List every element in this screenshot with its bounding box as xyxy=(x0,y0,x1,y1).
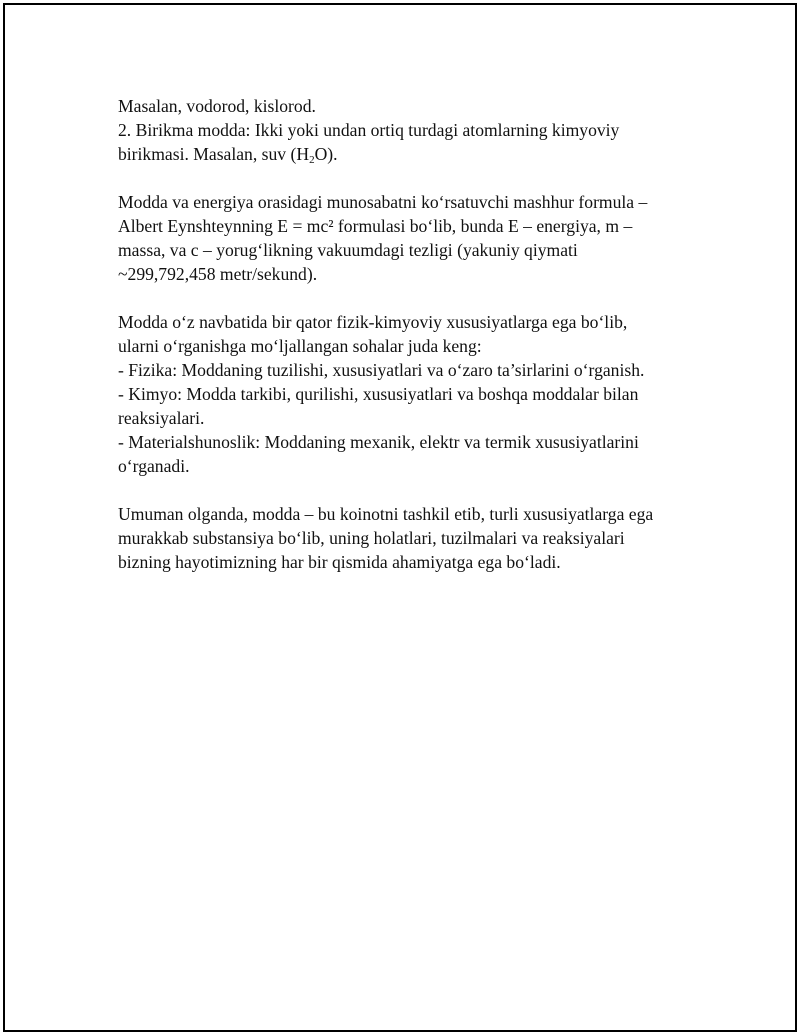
text-line: ~299,792,458 metr/sekund). xyxy=(118,264,318,284)
paragraph-conclusion xyxy=(118,502,708,574)
text-line: massa, va c – yorug‘likning vakuumdagi tezligi (yakuniy qiymati xyxy=(118,240,578,260)
paragraph-spacer xyxy=(118,286,708,310)
paragraph-substance-types xyxy=(118,94,708,166)
text-line: Modda va energiya orasidagi munosabatni ko‘rsatuvchi mashhur formula – xyxy=(118,192,648,212)
text-line: murakkab substansiya bo‘lib, uning holatlari, tuzilmalari va reaksiyalari xyxy=(118,528,625,548)
paragraph-spacer xyxy=(118,166,708,190)
paragraph-spacer xyxy=(118,478,708,502)
water-formula-line xyxy=(118,142,708,166)
document-body xyxy=(118,94,708,574)
text-line: ularni o‘rganishga mo‘ljallangan sohalar juda keng: xyxy=(118,336,482,356)
paragraph-energy-formula xyxy=(118,190,708,286)
formula-text-before: birikmasi. Masalan, suv (H xyxy=(118,144,310,164)
list-item-materials-science: - Materialshunoslik: Moddaning mexanik, elektr va termik xususiyatlarini xyxy=(118,432,639,452)
list-item-chemistry: - Kimyo: Modda tarkibi, qurilishi, xususiyatlari va boshqa moddalar bilan xyxy=(118,384,639,404)
paragraph-fields-of-study xyxy=(118,310,708,478)
text-line: bizning hayotimizning har bir qismida ahamiyatga ega bo‘ladi. xyxy=(118,552,561,572)
formula-subscript: 2 xyxy=(309,154,315,166)
text-line: Umuman olganda, modda – bu koinotni tashkil etib, turli xususiyatlarga ega xyxy=(118,504,654,524)
text-line: Masalan, vodorod, kislorod. xyxy=(118,96,316,116)
text-line: Albert Eynshteynning E = mc² formulasi bo‘lib, bunda E – energiya, m – xyxy=(118,216,633,236)
formula-text-after: O). xyxy=(314,144,338,164)
text-line: 2. Birikma modda: Ikki yoki undan ortiq turdagi atomlarning kimyoviy xyxy=(118,120,620,140)
text-line: reaksiyalari. xyxy=(118,408,205,428)
list-item-physics: - Fizika: Moddaning tuzilishi, xususiyatlari va o‘zaro ta’sirlarini o‘rganish. xyxy=(118,360,645,380)
text-line: o‘rganadi. xyxy=(118,456,190,476)
text-line: Modda o‘z navbatida bir qator fizik-kimyoviy xususiyatlarga ega bo‘lib, xyxy=(118,312,628,332)
